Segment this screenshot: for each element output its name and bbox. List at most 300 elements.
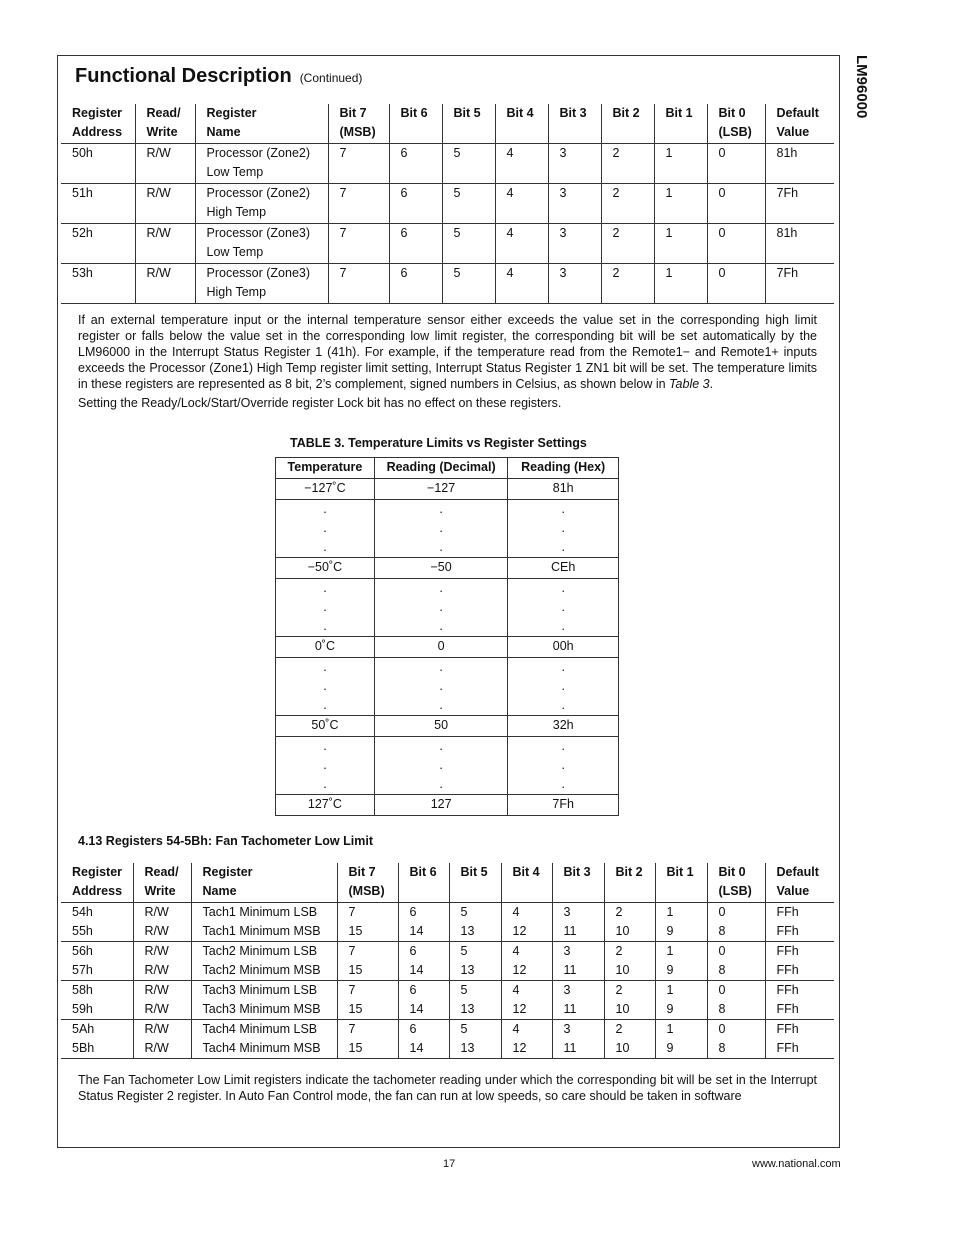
- table-cell: [337, 981, 398, 1020]
- table-cell: 50˚C: [276, 716, 375, 737]
- cell-line: R/W: [144, 905, 169, 919]
- table-cell: −127˚C: [276, 479, 375, 500]
- table-cell: R/W: [135, 184, 195, 224]
- table-cell: 6: [389, 264, 442, 304]
- cell-line: 4: [512, 983, 520, 997]
- table-cell: 81h: [765, 144, 834, 184]
- table-cell: [398, 903, 449, 942]
- cell-line: .: [561, 619, 565, 633]
- cell-line: Register: [206, 106, 257, 120]
- table-cell: 3: [548, 264, 601, 304]
- table-cell: [765, 1020, 834, 1059]
- cell-line: 0: [718, 905, 726, 919]
- cell-line: .: [323, 698, 327, 712]
- cell-line: Write: [146, 125, 178, 139]
- cell-line: Write: [144, 884, 176, 898]
- section-heading: 4.13 Registers 54-5Bh: Fan Tachometer Low Limit: [78, 834, 373, 848]
- table-cell: 2: [601, 144, 654, 184]
- paragraph-end: .: [709, 377, 714, 391]
- header-row: [61, 863, 834, 903]
- table-cell: 7Fh: [508, 795, 619, 816]
- cell-line: 13: [460, 1041, 475, 1055]
- ellipsis-cell: [508, 658, 619, 716]
- cell-line: 2: [615, 944, 623, 958]
- table-cell: [552, 981, 604, 1020]
- cell-line: .: [439, 777, 443, 791]
- table-cell: [61, 981, 133, 1020]
- cell-line: 7: [348, 983, 356, 997]
- cell-line: .: [561, 540, 565, 554]
- table-cell: [133, 981, 191, 1020]
- cell-line: .: [439, 698, 443, 712]
- column-header: Reading (Hex): [508, 458, 619, 479]
- cell-line: 8: [718, 924, 726, 938]
- table-cell: R/W: [135, 224, 195, 264]
- cell-line: (LSB): [718, 125, 752, 139]
- table-cell: [501, 903, 552, 942]
- cell-line: Register: [202, 865, 253, 879]
- table-cell: CEh: [508, 558, 619, 579]
- column-header: [765, 863, 834, 903]
- table-row: [61, 1020, 834, 1059]
- column-header: [61, 863, 133, 903]
- cell-line: Tach2 Minimum LSB: [202, 944, 318, 958]
- ellipsis-cell: [374, 579, 507, 637]
- table-cell: [195, 264, 328, 304]
- table-cell: R/W: [135, 144, 195, 184]
- table-row: [276, 716, 619, 737]
- table-cell: 0: [707, 264, 765, 304]
- column-header: [654, 104, 707, 144]
- table-cell: 7Fh: [765, 184, 834, 224]
- cell-line: 12: [512, 1002, 527, 1016]
- table-cell: [195, 224, 328, 264]
- cell-line: Value: [776, 125, 810, 139]
- cell-line: Default: [776, 106, 819, 120]
- table-row: [61, 981, 834, 1020]
- cell-line: Bit 7: [348, 865, 376, 879]
- page-number: 17: [443, 1158, 456, 1170]
- table-cell: [655, 1020, 707, 1059]
- cell-line: .: [439, 540, 443, 554]
- cell-line: Address: [72, 125, 123, 139]
- cell-line: .: [323, 540, 327, 554]
- cell-line: .: [561, 502, 565, 516]
- cell-line: 11: [563, 1002, 577, 1016]
- column-header: [501, 863, 552, 903]
- cell-line: FFh: [776, 963, 799, 977]
- table-cell: 2: [601, 224, 654, 264]
- cell-line: .: [561, 600, 565, 614]
- column-header: [765, 104, 834, 144]
- table-cell: [337, 1020, 398, 1059]
- cell-line: 10: [615, 1002, 630, 1016]
- cell-line: 1: [666, 1022, 674, 1036]
- temperature-limits-paragraph: [78, 312, 817, 392]
- cell-line: 15: [348, 1002, 363, 1016]
- cell-line: 58h: [72, 983, 93, 997]
- table-cell: [501, 981, 552, 1020]
- table-cell: 4: [495, 144, 548, 184]
- cell-line: 6: [409, 1022, 417, 1036]
- table-cell: [337, 903, 398, 942]
- cell-line: .: [323, 600, 327, 614]
- table-cell: 5: [442, 224, 495, 264]
- cell-line: 1: [666, 944, 674, 958]
- table-cell: [707, 1020, 765, 1059]
- table-cell: 5: [442, 264, 495, 304]
- table-cell: 7Fh: [765, 264, 834, 304]
- column-header: [552, 863, 604, 903]
- ellipsis-row: [276, 658, 619, 716]
- cell-line: 10: [615, 924, 630, 938]
- table-row: [276, 795, 619, 816]
- table-cell: 1: [654, 264, 707, 304]
- cell-line: 12: [512, 924, 527, 938]
- table-cell: [133, 1020, 191, 1059]
- table-row: [61, 184, 834, 224]
- cell-line: Tach4 Minimum LSB: [202, 1022, 318, 1036]
- cell-line: R/W: [144, 1002, 169, 1016]
- table-cell: 0˚C: [276, 637, 375, 658]
- table-cell: 1: [654, 224, 707, 264]
- cell-line: (MSB): [348, 884, 385, 898]
- cell-line: Processor (Zone2): [206, 146, 311, 160]
- table-cell: [191, 903, 337, 942]
- cell-line: 6: [409, 905, 417, 919]
- cell-line: Bit 1: [665, 106, 693, 120]
- cell-line: R/W: [144, 924, 169, 938]
- tach-paragraph: The Fan Tachometer Low Limit registers indicate the tachometer reading under which the corresponding bit will be set in the Interrupt Status Register 2 register. In Auto Fan Control mode, the fan can run at low speeds, so care should be taken in software: [78, 1073, 817, 1103]
- cell-line: 14: [409, 963, 424, 977]
- cell-line: 9: [666, 924, 674, 938]
- cell-line: 15: [348, 1041, 363, 1055]
- cell-line: FFh: [776, 924, 799, 938]
- table-cell: 5: [442, 184, 495, 224]
- cell-line: .: [561, 660, 565, 674]
- cell-line: R/W: [144, 963, 169, 977]
- cell-line: .: [439, 679, 443, 693]
- cell-line: 14: [409, 1041, 424, 1055]
- part-number-label: [848, 55, 874, 125]
- table-cell: 6: [389, 224, 442, 264]
- cell-line: 4: [512, 1022, 520, 1036]
- table-cell: [449, 981, 501, 1020]
- table-cell: 6: [389, 144, 442, 184]
- cell-line: Default: [776, 865, 819, 879]
- table-cell: [552, 942, 604, 981]
- table-cell: [552, 903, 604, 942]
- cell-line: R/W: [144, 1041, 169, 1055]
- cell-line: 7: [348, 905, 356, 919]
- table-cell: 7: [328, 144, 389, 184]
- ellipsis-cell: [374, 658, 507, 716]
- continued-label: (Continued): [299, 71, 363, 85]
- table-cell: 1: [654, 144, 707, 184]
- cell-line: Address: [72, 884, 123, 898]
- cell-line: .: [323, 521, 327, 535]
- zone-limits-table: [61, 104, 834, 304]
- column-header: [601, 104, 654, 144]
- cell-line: 7: [348, 944, 356, 958]
- table-cell: 3: [548, 224, 601, 264]
- cell-line: .: [561, 698, 565, 712]
- cell-line: 57h: [72, 963, 93, 977]
- cell-line: 6: [409, 944, 417, 958]
- cell-line: 8: [718, 963, 726, 977]
- column-header: [398, 863, 449, 903]
- table-cell: [61, 1020, 133, 1059]
- ellipsis-row: [276, 500, 619, 558]
- table-cell: 6: [389, 184, 442, 224]
- table-cell: 3: [548, 144, 601, 184]
- cell-line: Bit 4: [506, 106, 534, 120]
- cell-line: 59h: [72, 1002, 93, 1016]
- table-row: [61, 144, 834, 184]
- cell-line: .: [439, 581, 443, 595]
- cell-line: 5Ah: [72, 1022, 95, 1036]
- table-cell: 127: [374, 795, 507, 816]
- cell-line: 9: [666, 1002, 674, 1016]
- ellipsis-cell: [276, 579, 375, 637]
- cell-line: FFh: [776, 944, 799, 958]
- cell-line: Processor (Zone2): [206, 186, 311, 200]
- ellipsis-row: [276, 579, 619, 637]
- table-cell: [133, 942, 191, 981]
- table-cell: [707, 981, 765, 1020]
- cell-line: 1: [666, 905, 674, 919]
- cell-line: .: [323, 581, 327, 595]
- header-row: [276, 458, 619, 479]
- cell-line: 0: [718, 1022, 726, 1036]
- part-number-text: LM96000: [853, 55, 870, 119]
- cell-line: Tach1 Minimum MSB: [202, 924, 321, 938]
- column-header: [449, 863, 501, 903]
- table-cell: [707, 903, 765, 942]
- ellipsis-cell: [276, 500, 375, 558]
- cell-line: Name: [202, 884, 237, 898]
- table-cell: −127: [374, 479, 507, 500]
- cell-line: Bit 6: [400, 106, 428, 120]
- cell-line: Low Temp: [206, 165, 264, 179]
- table-cell: 50h: [61, 144, 135, 184]
- cell-line: Name: [206, 125, 241, 139]
- table-cell: 81h: [508, 479, 619, 500]
- cell-line: 4: [512, 944, 520, 958]
- table-cell: 2: [601, 264, 654, 304]
- cell-line: 11: [563, 963, 577, 977]
- table-cell: −50˚C: [276, 558, 375, 579]
- cell-line: Bit 4: [512, 865, 540, 879]
- table-cell: [765, 942, 834, 981]
- ellipsis-cell: [276, 658, 375, 716]
- cell-line: 3: [563, 944, 571, 958]
- table-cell: [765, 981, 834, 1020]
- ellipsis-cell: [508, 579, 619, 637]
- cell-line: Bit 5: [453, 106, 481, 120]
- cell-line: 13: [460, 1002, 475, 1016]
- cell-line: 12: [512, 1041, 527, 1055]
- cell-line: Tach2 Minimum MSB: [202, 963, 321, 977]
- column-header: [389, 104, 442, 144]
- table-cell: [133, 903, 191, 942]
- table-cell: 7: [328, 224, 389, 264]
- column-header: [442, 104, 495, 144]
- table-cell: 00h: [508, 637, 619, 658]
- cell-line: FFh: [776, 1002, 799, 1016]
- cell-line: 0: [718, 983, 726, 997]
- cell-line: 2: [615, 1022, 623, 1036]
- cell-line: R/W: [144, 983, 169, 997]
- ellipsis-cell: [508, 500, 619, 558]
- ellipsis-cell: [374, 737, 507, 795]
- cell-line: Processor (Zone3): [206, 226, 311, 240]
- cell-line: 2: [615, 905, 623, 919]
- table-cell: [765, 903, 834, 942]
- column-header: [548, 104, 601, 144]
- cell-line: FFh: [776, 1022, 799, 1036]
- cell-line: Value: [776, 884, 810, 898]
- cell-line: Processor (Zone3): [206, 266, 311, 280]
- cell-line: (LSB): [718, 884, 752, 898]
- page-heading: [75, 65, 362, 88]
- cell-line: Bit 3: [559, 106, 587, 120]
- cell-line: 11: [563, 924, 577, 938]
- table-cell: 81h: [765, 224, 834, 264]
- ellipsis-cell: [276, 737, 375, 795]
- cell-line: (MSB): [339, 125, 376, 139]
- cell-line: .: [439, 758, 443, 772]
- table-cell: 7: [328, 184, 389, 224]
- page-title: Functional Description: [75, 65, 292, 87]
- cell-line: 8: [718, 1041, 726, 1055]
- table3-caption: TABLE 3. Temperature Limits vs Register Settings: [290, 436, 587, 450]
- cell-line: Tach3 Minimum LSB: [202, 983, 318, 997]
- table-cell: 32h: [508, 716, 619, 737]
- cell-line: R/W: [144, 944, 169, 958]
- column-header: Temperature: [276, 458, 375, 479]
- cell-line: Bit 6: [409, 865, 437, 879]
- cell-line: Bit 0: [718, 106, 746, 120]
- tach-limits-table: [61, 863, 834, 1059]
- cell-line: Bit 7: [339, 106, 367, 120]
- cell-line: 14: [409, 1002, 424, 1016]
- cell-line: .: [323, 660, 327, 674]
- column-header: [191, 863, 337, 903]
- cell-line: Register: [72, 106, 123, 120]
- table-cell: 4: [495, 184, 548, 224]
- table-cell: 127˚C: [276, 795, 375, 816]
- cell-line: 9: [666, 1041, 674, 1055]
- cell-line: 54h: [72, 905, 93, 919]
- cell-line: Read/: [146, 106, 181, 120]
- cell-line: .: [439, 521, 443, 535]
- cell-line: Register: [72, 865, 123, 879]
- table-cell: [707, 942, 765, 981]
- table-cell: [195, 144, 328, 184]
- cell-line: FFh: [776, 905, 799, 919]
- ellipsis-cell: [508, 737, 619, 795]
- table-cell: 0: [707, 144, 765, 184]
- table-cell: [655, 903, 707, 942]
- cell-line: 10: [615, 1041, 630, 1055]
- cell-line: Bit 5: [460, 865, 488, 879]
- cell-line: .: [439, 739, 443, 753]
- cell-line: Tach4 Minimum MSB: [202, 1041, 321, 1055]
- column-header: [655, 863, 707, 903]
- cell-line: .: [561, 777, 565, 791]
- table-cell: [449, 1020, 501, 1059]
- table-cell: 0: [707, 184, 765, 224]
- cell-line: 55h: [72, 924, 93, 938]
- table-cell: [604, 942, 655, 981]
- cell-line: Read/: [144, 865, 179, 879]
- cell-line: Tach1 Minimum LSB: [202, 905, 318, 919]
- ellipsis-cell: [374, 500, 507, 558]
- table-cell: [191, 1020, 337, 1059]
- table-cell: 51h: [61, 184, 135, 224]
- cell-line: 14: [409, 924, 424, 938]
- column-header: [135, 104, 195, 144]
- table-cell: [655, 942, 707, 981]
- ellipsis-row: [276, 737, 619, 795]
- cell-line: Bit 3: [563, 865, 591, 879]
- cell-line: .: [323, 619, 327, 633]
- table-row: [276, 479, 619, 500]
- table-cell: [604, 1020, 655, 1059]
- table-cell: 0: [374, 637, 507, 658]
- cell-line: .: [323, 679, 327, 693]
- column-header: [328, 104, 389, 144]
- table-cell: 52h: [61, 224, 135, 264]
- cell-line: 3: [563, 983, 571, 997]
- column-header: [707, 104, 765, 144]
- table-cell: 53h: [61, 264, 135, 304]
- cell-line: 5: [460, 905, 468, 919]
- cell-line: 13: [460, 963, 475, 977]
- cell-line: .: [561, 521, 565, 535]
- table-cell: [191, 981, 337, 1020]
- column-header: [195, 104, 328, 144]
- cell-line: Bit 2: [615, 865, 643, 879]
- table-cell: [191, 942, 337, 981]
- footer-url: www.national.com: [752, 1158, 841, 1170]
- cell-line: .: [439, 600, 443, 614]
- cell-line: R/W: [144, 1022, 169, 1036]
- cell-line: 7: [348, 1022, 356, 1036]
- cell-line: High Temp: [206, 285, 267, 299]
- table-cell: [552, 1020, 604, 1059]
- table-cell: [449, 942, 501, 981]
- cell-line: 3: [563, 1022, 571, 1036]
- cell-line: 4: [512, 905, 520, 919]
- table-row: [276, 637, 619, 658]
- table-cell: 0: [707, 224, 765, 264]
- column-header: [604, 863, 655, 903]
- table-cell: 1: [654, 184, 707, 224]
- table-cell: [61, 903, 133, 942]
- cell-line: .: [323, 758, 327, 772]
- column-header: [495, 104, 548, 144]
- table-cell: 2: [601, 184, 654, 224]
- cell-line: 56h: [72, 944, 93, 958]
- table-cell: 5: [442, 144, 495, 184]
- cell-line: .: [323, 502, 327, 516]
- column-header: [61, 104, 135, 144]
- table-cell: 4: [495, 264, 548, 304]
- cell-line: 15: [348, 963, 363, 977]
- table-row: [61, 903, 834, 942]
